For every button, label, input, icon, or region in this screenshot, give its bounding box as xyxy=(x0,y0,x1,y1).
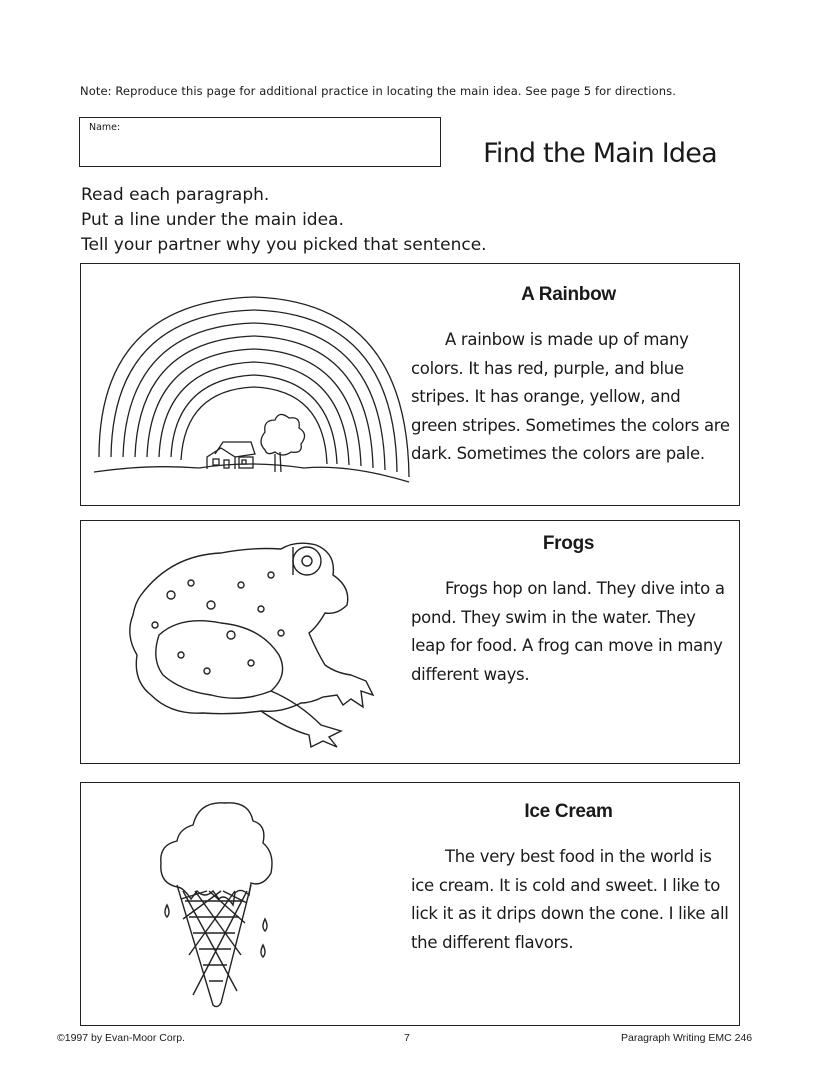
card-paragraph: The very best food in the world is ice cream. It is cold and sweet. I like to lick it as it drips down the cone. I like all the different flavors. xyxy=(411,847,729,952)
card-paragraph: A rainbow is made up of many colors. It has red, purple, and blue stripes. It has orange, yellow, and green stripes. Sometimes the colors are dark. Sometimes the colors are pale. xyxy=(411,330,730,463)
instruction-line: Tell your partner why you picked that sentence. xyxy=(81,235,487,255)
page-title: Find the Main Idea xyxy=(483,138,717,169)
frogs-card xyxy=(80,520,740,764)
footer-copyright: ©1997 by Evan-Moor Corp. xyxy=(57,1032,185,1044)
card-title: A Rainbow xyxy=(521,284,616,305)
card-title: Frogs xyxy=(542,533,595,554)
footer-book-title: Paragraph Writing EMC 246 xyxy=(621,1032,753,1044)
name-label: Name: xyxy=(89,122,121,133)
frog-illustration xyxy=(111,535,381,755)
name-field[interactable] xyxy=(79,117,441,167)
ice-cream-card xyxy=(80,782,740,1026)
page-note: Note: Reproduce this page for additional practice in locating the main idea. See page 5 for directions. xyxy=(80,84,676,98)
instructions xyxy=(81,183,487,258)
card-paragraph: Frogs hop on land. They dive into a pond. They swim in the water. They leap for food. A frog can move in many different ways. xyxy=(411,579,725,684)
ice-cream-illustration xyxy=(153,795,283,1015)
instruction-line: Put a line under the main idea. xyxy=(81,210,344,230)
rainbow-card xyxy=(80,263,740,506)
footer-page-number: 7 xyxy=(404,1032,410,1044)
card-title: Ice Cream xyxy=(524,801,613,822)
rainbow-illustration xyxy=(89,282,419,492)
instruction-line: Read each paragraph. xyxy=(81,185,270,205)
